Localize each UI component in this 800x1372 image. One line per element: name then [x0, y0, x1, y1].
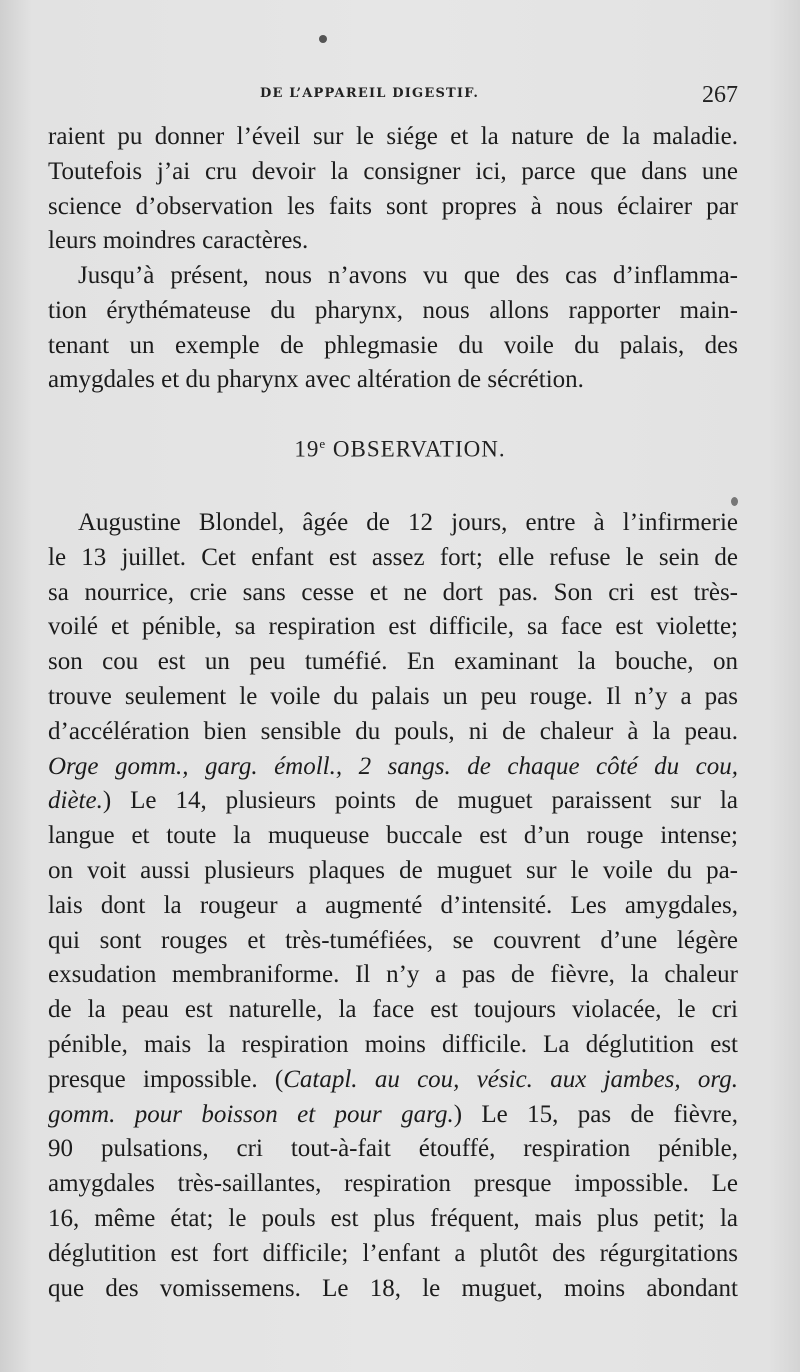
running-head: DE L’APPAREIL DIGESTIF. [260, 86, 480, 101]
text-line: Augustine Blondel, âgée de 12 jours, entre à l’infirmerie [78, 509, 738, 536]
ink-spot [731, 497, 738, 506]
text-line: leurs moindres caractères. [48, 227, 309, 255]
observation-number: 19 [294, 436, 320, 462]
observation-title: OBSERVATION. [332, 436, 506, 462]
text-fragment: ) Le 15, pas de fièvre, [453, 1100, 738, 1128]
observation-heading [0, 436, 800, 463]
text-line: exsudation membraniforme. Il n’y a pas de fièvre, la chaleur [48, 961, 738, 989]
text-fragment: ) Le 14, plusieurs points de muguet paraissent sur la [102, 787, 738, 815]
text-line: de la peau est naturelle, la face est toujours violacée, le cri [48, 996, 738, 1024]
italic-fragment: gomm. pour boisson et pour garg. [48, 1100, 454, 1128]
text-line: déglutition est fort difficile; l’enfant a plutôt des régurgitations [48, 1239, 738, 1267]
text-line: Jusqu’à présent, nous n’avons vu que des cas d’inflamma- [78, 262, 738, 289]
text-line: d’accélération bien sensible du pouls, ni de chaleur à la peau. [48, 717, 738, 745]
text-line: son cou est un peu tuméfié. En examinant la bouche, on [48, 648, 738, 676]
text-line: lais dont la rougeur a augmenté d’intensité. Les amygdales, [48, 891, 738, 919]
text-line: trouve seulement le voile du palais un peu rouge. Il n’y a pas [48, 682, 738, 710]
text-line: on voit aussi plusieurs plaques de muguet sur le voile du pa- [48, 856, 738, 884]
text-line: science d’observation les faits sont propres à nous éclairer par [48, 192, 738, 220]
text-line: langue et toute la muqueuse buccale est d’un rouge intense; [48, 822, 738, 850]
paragraph-continuation [48, 120, 738, 259]
italic-fragment: Catapl. au cou, vésic. aux jambes, org. [283, 1065, 738, 1093]
page-header [48, 82, 738, 112]
text-line: raient pu donner l’éveil sur le siége et la nature de la maladie. [48, 123, 738, 150]
text-line: tion érythémateuse du pharynx, nous allons rapporter main- [48, 296, 738, 324]
text-line: voilé et pénible, sa respiration est difficile, sa face est violette; [48, 613, 738, 641]
text-line-mixed [48, 1063, 738, 1098]
text-line: 16, même état; le pouls est plus fréquent, mais plus petit; la [48, 1204, 738, 1232]
ink-spot [319, 35, 327, 43]
text-line: que des vomissemens. Le 18, le muguet, moins abondant [48, 1274, 738, 1302]
text-line: Toutefois j’ai cru devoir la consigner ici, parce que dans une [48, 157, 738, 185]
text-line: pénible, mais la respiration moins difficile. La déglutition est [48, 1030, 738, 1058]
text-fragment: presque impossible. ( [48, 1065, 284, 1093]
text-line: tenant un exemple de phlegmasie du voile du palais, des [48, 331, 738, 359]
text-line-mixed [48, 784, 738, 819]
page-number: 267 [702, 82, 738, 108]
text-line: le 13 juillet. Cet enfant est assez fort; elle refuse le sein de [48, 543, 738, 571]
paragraph-observation [48, 506, 738, 1306]
observation-superscript: e [319, 436, 327, 451]
text-line: 90 pulsations, cri tout-à-fait étouffé, respiration pénible, [48, 1135, 738, 1163]
text-line: sa nourrice, crie sans cesse et ne dort pas. Son cri est très- [48, 578, 738, 606]
text-line-italic: Orge gomm., garg. émoll., 2 sangs. de chaque côté du cou, [48, 752, 738, 780]
text-line-mixed [48, 1098, 738, 1133]
paragraph-intro [48, 259, 738, 398]
text-line: amygdales très-saillantes, respiration presque impossible. Le [48, 1170, 738, 1198]
text-line: amygdales et du pharynx avec altération de sécrétion. [48, 366, 584, 394]
text-line: qui sont rouges et très-tuméfiées, se couvrent d’une légère [48, 926, 738, 954]
italic-fragment: diète. [48, 787, 103, 815]
